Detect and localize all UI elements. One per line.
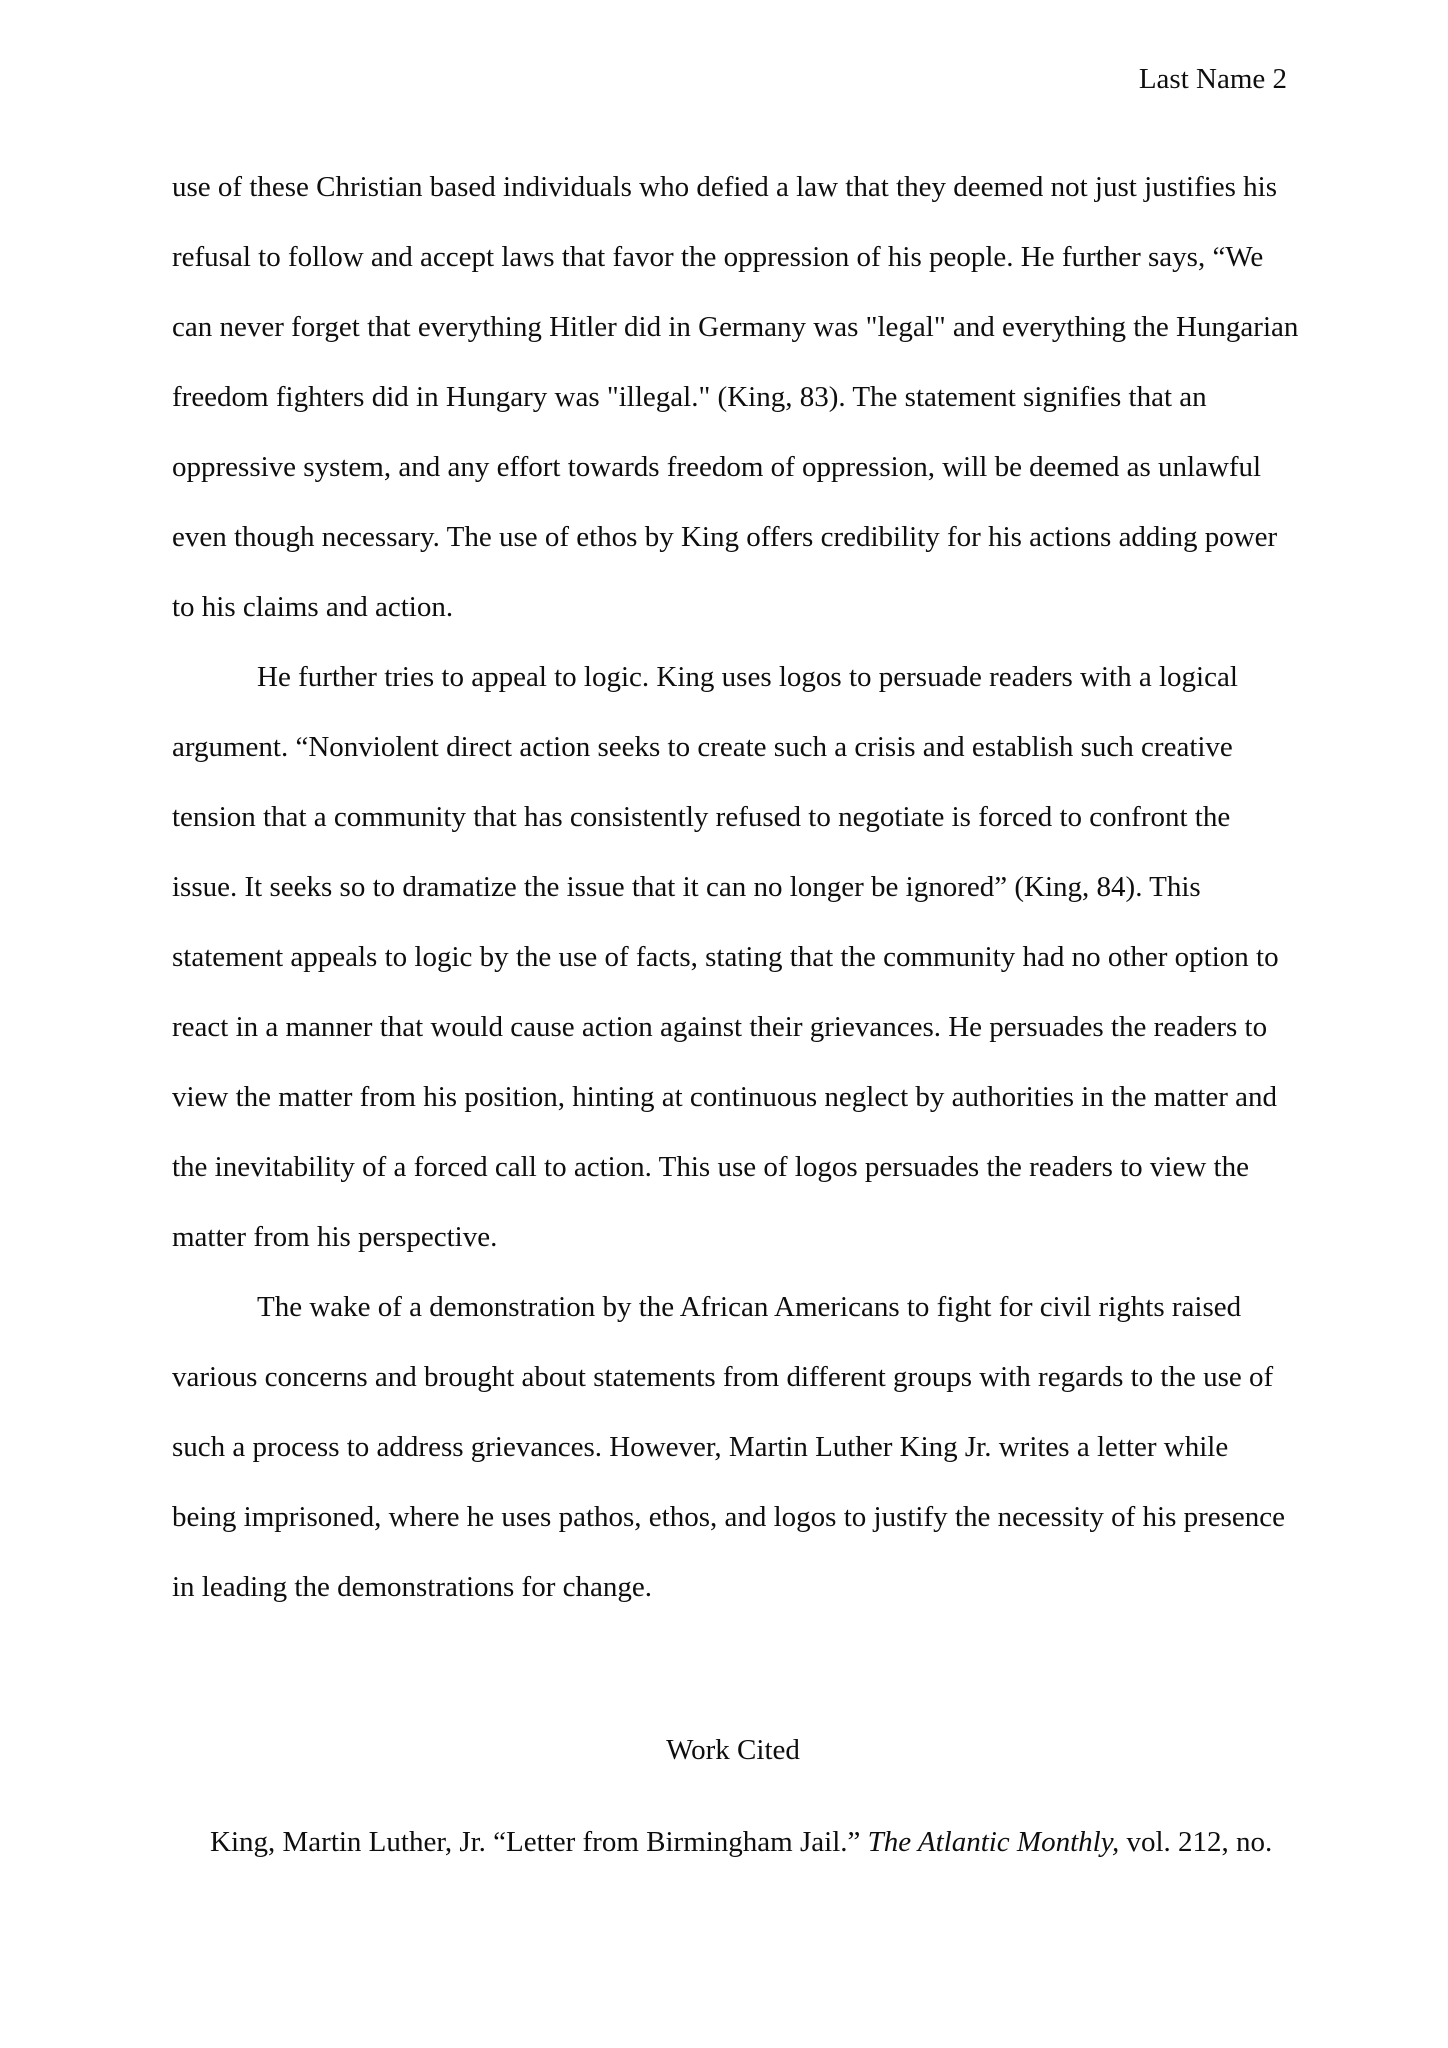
work-cited-heading: Work Cited — [666, 1734, 800, 1766]
citation-journal-title: The Atlantic Monthly, — [867, 1826, 1120, 1858]
citation-volume-text: vol. 212, no. — [1119, 1826, 1273, 1858]
text-line: such a process to address grievances. However, Martin Luther King Jr. writes a letter while — [172, 1431, 1229, 1463]
text-line: statement appeals to logic by the use of facts, stating that the community had no other option to — [172, 941, 1279, 973]
paragraph — [172, 1272, 1294, 1622]
paragraph — [172, 152, 1299, 642]
text-line: use of these Christian based individuals who defied a law that they deemed not just justifies his — [172, 171, 1278, 203]
text-line: tension that a community that has consistently refused to negotiate is forced to confront the — [172, 801, 1231, 833]
text-line: freedom fighters did in Hungary was "illegal." (King, 83). The statement signifies that an — [172, 381, 1207, 413]
paragraph — [172, 642, 1294, 1272]
text-line: view the matter from his position, hinting at continuous neglect by authorities in the matter and — [172, 1081, 1277, 1113]
text-line: react in a manner that would cause action against their grievances. He persuades the readers to — [172, 1011, 1268, 1043]
text-line: matter from his perspective. — [172, 1221, 498, 1253]
document-body — [172, 152, 1299, 1877]
page-header-last-name: Last Name 2 — [1138, 63, 1287, 95]
text-line: argument. “Nonviolent direct action seeks to create such a crisis and establish such creative — [172, 731, 1233, 763]
text-line: oppressive system, and any effort towards freedom of oppression, will be deemed as unlawful — [172, 451, 1262, 483]
text-line: issue. It seeks so to dramatize the issue that it can no longer be ignored” (King, 84). This — [172, 871, 1201, 903]
text-line: even though necessary. The use of ethos by King offers credibility for his actions adding power — [172, 521, 1278, 553]
work-cited-entry — [172, 1807, 1294, 1877]
text-line: can never forget that everything Hitler did in Germany was "legal" and everything the Hungarian — [172, 311, 1299, 343]
text-line: being imprisoned, where he uses pathos, ethos, and logos to justify the necessity of his presence — [172, 1501, 1286, 1533]
text-line: refusal to follow and accept laws that favor the oppression of his people. He further says, “We — [172, 241, 1264, 273]
text-line: He further tries to appeal to logic. King uses logos to persuade readers with a logical — [257, 661, 1238, 693]
citation-text: King, Martin Luther, Jr. “Letter from Birmingham Jail.” — [210, 1826, 868, 1858]
text-line: to his claims and action. — [172, 591, 454, 623]
text-line: the inevitability of a forced call to action. This use of logos persuades the readers to view the — [172, 1151, 1249, 1183]
text-line: in leading the demonstrations for change. — [172, 1571, 652, 1603]
text-line: various concerns and brought about statements from different groups with regards to the use of — [172, 1361, 1274, 1393]
text-line: The wake of a demonstration by the African Americans to fight for civil rights raised — [257, 1291, 1242, 1323]
